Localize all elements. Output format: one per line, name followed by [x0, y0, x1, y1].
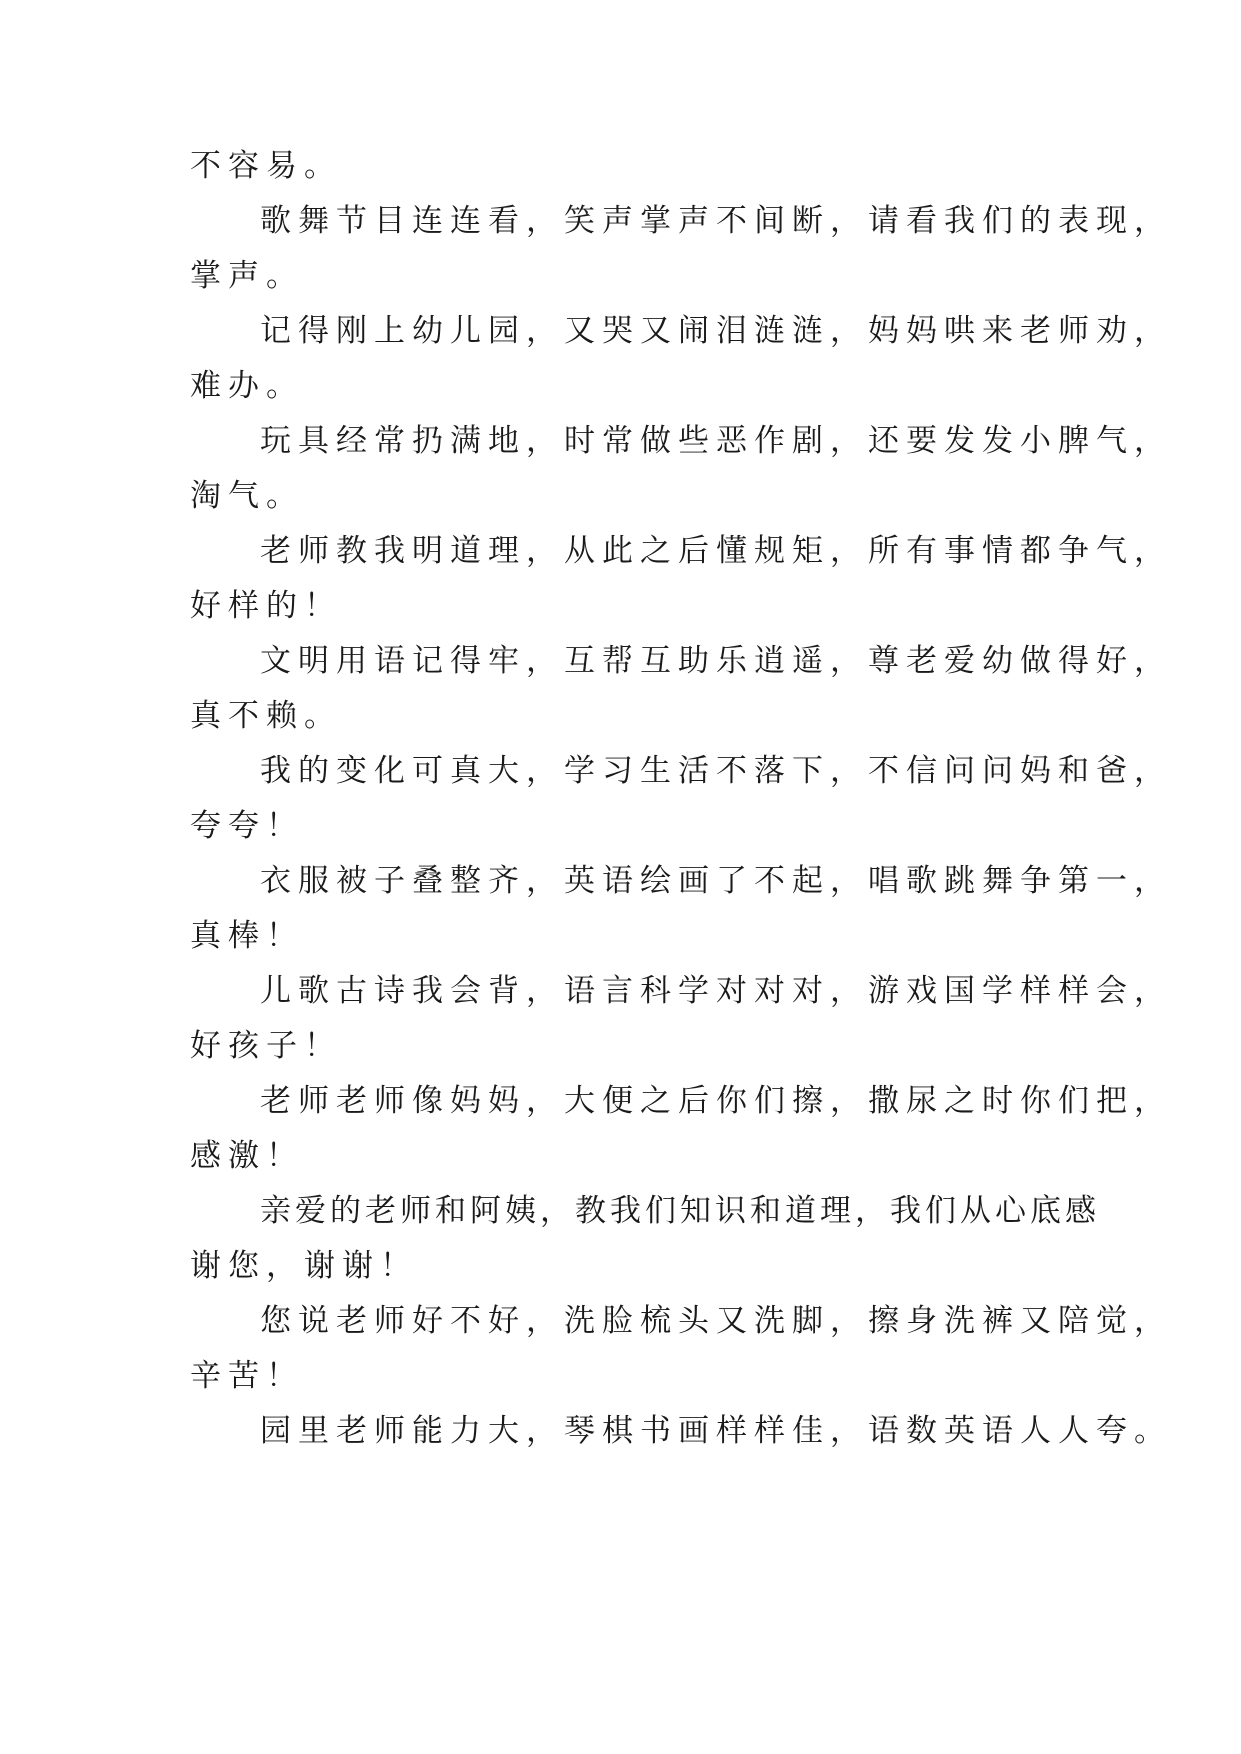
- text-line: 掌声。: [190, 258, 304, 294]
- paragraph-line: 玩具经常扔满地，时常做些恶作剧，还要发发小脾气，: [260, 423, 1172, 459]
- paragraph-line: 歌舞节目连连看，笑声掌声不间断，请看我们的表现，: [260, 203, 1172, 239]
- text-line: 夸夸！: [190, 808, 304, 844]
- paragraph-line: 儿歌古诗我会背，语言科学对对对，游戏国学样样会，: [260, 973, 1172, 1009]
- text-line: 不容易。: [190, 148, 342, 184]
- paragraph-line: 记得刚上幼儿园，又哭又闹泪涟涟，妈妈哄来老师劝，: [260, 313, 1172, 349]
- paragraph-line: 您说老师好不好，洗脸梳头又洗脚，擦身洗裤又陪觉，: [260, 1303, 1172, 1339]
- paragraph-line: 衣服被子叠整齐，英语绘画了不起，唱歌跳舞争第一，: [260, 863, 1172, 899]
- text-line: 好孩子！: [190, 1028, 342, 1064]
- text-line: 难办。: [190, 368, 304, 404]
- text-line: 好样的！: [190, 588, 342, 624]
- text-line: 感激！: [190, 1138, 304, 1174]
- text-line: 谢您，谢谢！: [190, 1248, 418, 1284]
- paragraph-line: 园里老师能力大，琴棋书画样样佳，语数英语人人夸。: [260, 1413, 1172, 1449]
- paragraph-line: 我的变化可真大，学习生活不落下，不信问问妈和爸，: [260, 753, 1172, 789]
- paragraph-line: 亲爱的老师和阿姨，教我们知识和道理，我们从心底感: [260, 1193, 1100, 1229]
- text-line: 真不赖。: [190, 698, 342, 734]
- paragraph-line: 老师老师像妈妈，大便之后你们擦，撒尿之时你们把，: [260, 1083, 1172, 1119]
- paragraph-line: 老师教我明道理，从此之后懂规矩，所有事情都争气，: [260, 533, 1172, 569]
- text-line: 真棒！: [190, 918, 304, 954]
- paragraph-line: 文明用语记得牢，互帮互助乐逍遥，尊老爱幼做得好，: [260, 643, 1172, 679]
- text-line: 辛苦！: [190, 1358, 304, 1394]
- text-line: 淘气。: [190, 478, 304, 514]
